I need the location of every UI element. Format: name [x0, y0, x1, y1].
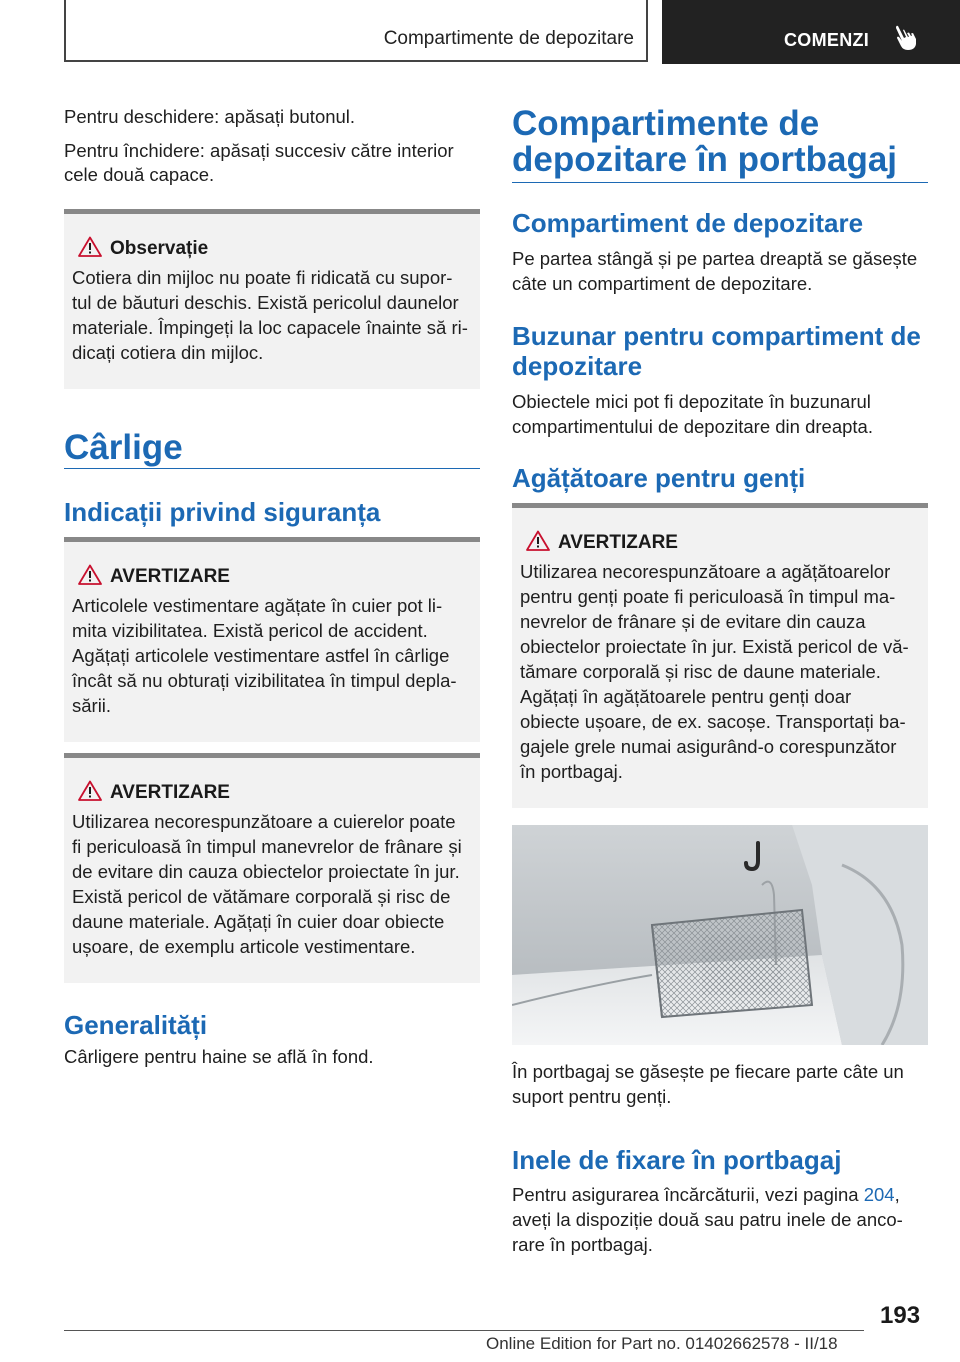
rings-line2: aveți la dispoziție două sau patru inele de anco‐ — [512, 1209, 903, 1230]
caption-line1: În portbagaj se găsește pe fiecare parte câte un — [512, 1061, 904, 1082]
heading-hooks: Cârlige — [64, 428, 183, 467]
note-line: Cotiera din mijloc nu poate fi ridicată cu supor‐ — [72, 267, 453, 288]
header-chapter-label: COMENZI — [784, 30, 870, 50]
header-section-tab — [64, 0, 648, 62]
warning-line: Există pericol de vătămare corporală și risc de — [72, 886, 451, 907]
warning-line: de evitare din cauza obiectelor proiectate în jur. — [72, 861, 460, 882]
pointing-hand-icon — [894, 24, 920, 52]
warning-line: Utilizarea necorespunzătoare a cuierelor poate — [72, 811, 456, 832]
warning-title: AVERTIZARE — [110, 566, 230, 587]
trunk-illustration — [512, 825, 928, 1045]
warning-box-1 — [64, 537, 480, 742]
rings-line3: rare în portbagaj. — [512, 1234, 653, 1255]
compartment-line1: Pe partea stângă și pe partea dreaptă se găsește — [512, 248, 918, 269]
warning-line: încât să nu obturați vizibilitatea în timpul depla‐ — [72, 670, 457, 691]
close-instruction-line1: Pentru închidere: apăsați succesiv către interior — [64, 140, 454, 161]
warning-title: AVERTIZARE — [558, 532, 678, 553]
warning-triangle-icon — [78, 236, 102, 257]
warning-line: mita vizibilitatea. Există pericol de accident. — [72, 620, 428, 641]
warning-line: pentru genți poate fi periculoasă în timpul ma‐ — [520, 586, 896, 607]
note-line: dicați cotiera din mijloc. — [72, 342, 264, 363]
warning-line: ușoare, de exemplu articole vestimentare. — [72, 936, 416, 957]
rings-text: Pentru asigurarea încărcăturii, vezi pagina — [512, 1184, 864, 1205]
warning-line: Agățați articolele vestimentare astfel în cârlige — [72, 645, 450, 666]
heading-trunk-storage-line1: Compartimente de — [512, 104, 820, 143]
heading-rule — [512, 182, 928, 183]
compartment-line2: câte un compartiment de depozitare. — [512, 273, 813, 294]
warning-line: în portbagaj. — [520, 761, 623, 782]
heading-bag-hooks: Agățătoare pentru genți — [512, 463, 806, 493]
heading-anchor-rings: Inele de fixare în portbagaj — [512, 1145, 842, 1175]
warning-line: Utilizarea necorespunzătoare a agățătoarelor — [520, 561, 891, 582]
warning-line: Articolele vestimentare agățate în cuier pot li‐ — [72, 595, 443, 616]
page-reference-link[interactable]: 204 — [863, 1184, 895, 1205]
warning-line: Agățați în agățătoarele pentru genți doar — [520, 686, 852, 707]
warning-box-2 — [64, 753, 480, 983]
pocket-line2: compartimentului de depozitare din dreapta. — [512, 416, 873, 437]
warning-line: obiecte ușoare, de ex. sacoșe. Transportați ba‐ — [520, 711, 906, 732]
note-title: Observație — [110, 238, 209, 259]
heading-compartment: Compartiment de depozitare — [512, 208, 864, 238]
warning-line: gajele grele numai asigurând-o corespunzător — [520, 736, 897, 757]
close-instruction-line2: cele două capace. — [64, 164, 215, 185]
heading-trunk-storage-line2: depozitare în portbagaj — [512, 140, 898, 179]
warning-triangle-icon — [78, 780, 102, 801]
caption-line2: suport pentru genți. — [512, 1086, 672, 1107]
edition-label: Online Edition for Part no. 01402662578 - II/18 — [486, 1334, 838, 1353]
pocket-line1: Obiectele mici pot fi depozitate în buzunarul — [512, 391, 871, 412]
rings-text-comma: , — [894, 1184, 900, 1205]
warning-line: sării. — [72, 695, 112, 716]
heading-pocket-line2: depozitare — [512, 351, 643, 381]
warning-line: obiectelor proiectate în jur. Există pericol de vă‐ — [520, 636, 909, 657]
warning-line: nevrelor de frânare și de evitare din cauza — [520, 611, 866, 632]
warning-line: daune materiale. Agățați în cuier doar obiecte — [72, 911, 445, 932]
note-box — [64, 209, 480, 389]
warning-triangle-icon — [526, 530, 550, 551]
note-line: tul de băuturi deschis. Există pericolul daunelor — [72, 292, 459, 313]
warning-box-3 — [512, 503, 928, 808]
note-line: materiale. Împingeți la loc capacele înainte să ri‐ — [72, 317, 468, 338]
heading-pocket-line1: Buzunar pentru compartiment de — [512, 321, 921, 351]
header-chapter-tab[interactable] — [662, 0, 960, 64]
footer-rule — [64, 1330, 864, 1331]
page-number: 193 — [880, 1302, 921, 1329]
warning-line: fi periculoasă în timpul manevrelor de frânare și — [72, 836, 462, 857]
warning-triangle-icon — [78, 564, 102, 585]
header-section-title: Compartimente de depozitare — [383, 28, 634, 49]
heading-safety: Indicații privind siguranța — [64, 497, 381, 527]
warning-line: tămare corporală și risc de daune materiale. — [520, 661, 881, 682]
general-text: Cârligere pentru haine se află în fond. — [64, 1046, 374, 1067]
heading-rule — [64, 468, 480, 469]
open-instruction: Pentru deschidere: apăsați butonul. — [64, 106, 356, 127]
warning-title: AVERTIZARE — [110, 782, 230, 803]
heading-general: Generalități — [64, 1010, 208, 1040]
rings-line1 — [512, 1182, 900, 1207]
